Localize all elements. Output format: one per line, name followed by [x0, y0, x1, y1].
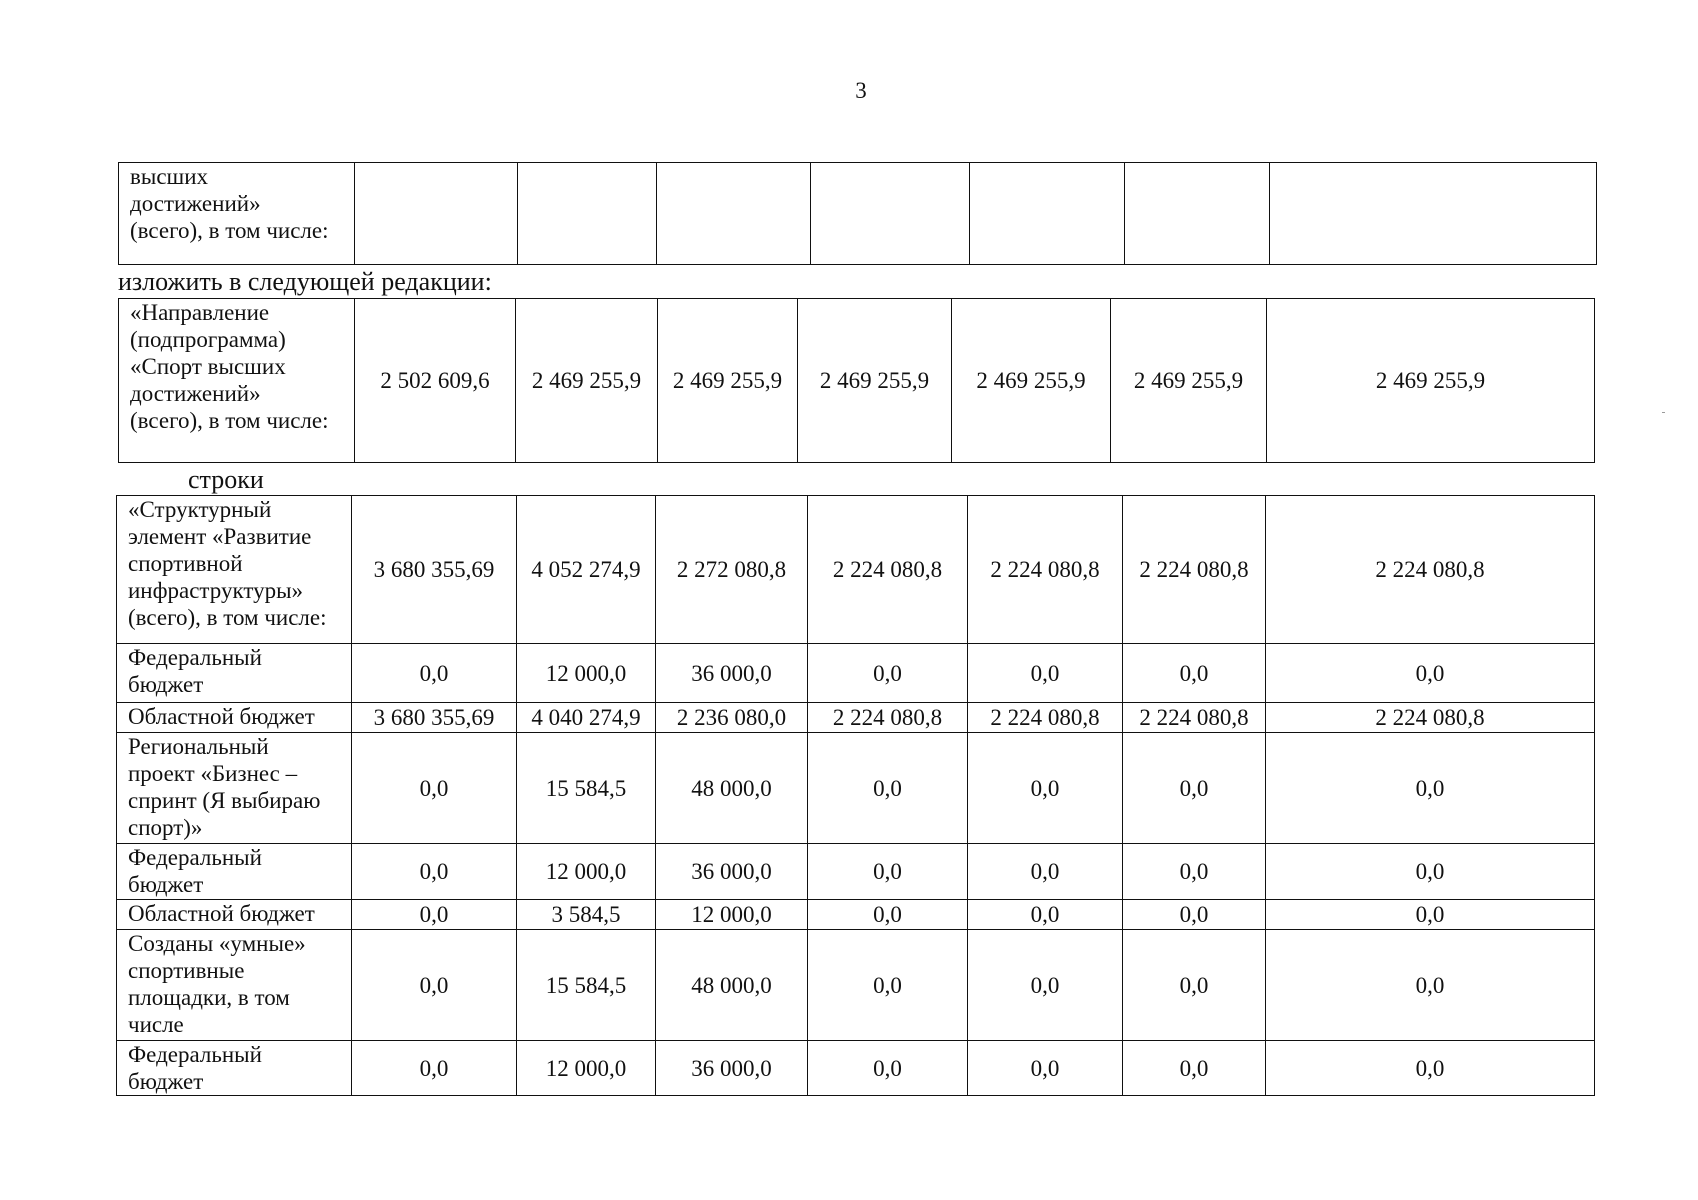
value-cell: 12 000,0 [517, 1041, 656, 1096]
value-cell: 0,0 [968, 900, 1123, 930]
page-number: 3 [855, 78, 867, 103]
value-cell: 2 469 255,9 [952, 299, 1111, 463]
value-cell: 2 469 255,9 [516, 299, 658, 463]
value-cell [518, 163, 657, 265]
value-cell [970, 163, 1125, 265]
value-cell: 12 000,0 [517, 644, 656, 703]
table-row [117, 930, 1595, 1041]
row-label [119, 163, 355, 265]
value-cell [1125, 163, 1270, 265]
value-cell: 2 224 080,8 [968, 703, 1123, 733]
value-cell: 2 224 080,8 [1266, 703, 1595, 733]
value-cell: 2 224 080,8 [968, 496, 1123, 644]
value-cell: 4 040 274,9 [517, 703, 656, 733]
row-label [117, 496, 352, 644]
row-label-text: Областной бюджет [128, 704, 315, 729]
table-row [117, 644, 1595, 703]
value-cell: 0,0 [968, 733, 1123, 844]
value-cell: 0,0 [1266, 900, 1595, 930]
row-label-text: «Направление (подпрограмма) «Спорт высших достижений» (всего), в том числе: [130, 300, 329, 433]
value-cell [355, 163, 518, 265]
value-cell: 2 469 255,9 [1267, 299, 1595, 463]
row-label-text: «Структурный элемент «Развитие спортивной инфраструктуры» (всего), в том числе: [128, 497, 327, 630]
row-label-text: Федеральный бюджет [128, 645, 262, 697]
value-cell: 36 000,0 [656, 844, 808, 900]
table-row [119, 299, 1595, 463]
value-cell: 15 584,5 [517, 930, 656, 1041]
value-cell: 2 272 080,8 [656, 496, 808, 644]
value-cell: 3 680 355,69 [352, 703, 517, 733]
value-cell: 0,0 [808, 930, 968, 1041]
value-cell: 0,0 [808, 1041, 968, 1096]
value-cell: 0,0 [968, 844, 1123, 900]
value-cell: 2 236 080,0 [656, 703, 808, 733]
row-label [117, 844, 352, 900]
value-cell: 0,0 [1123, 900, 1266, 930]
value-cell: 36 000,0 [656, 644, 808, 703]
value-cell: 2 224 080,8 [808, 496, 968, 644]
value-cell: 2 469 255,9 [798, 299, 952, 463]
value-cell: 12 000,0 [656, 900, 808, 930]
value-cell: 0,0 [808, 733, 968, 844]
value-cell: 0,0 [1266, 733, 1595, 844]
value-cell: 2 469 255,9 [658, 299, 798, 463]
value-cell: 3 584,5 [517, 900, 656, 930]
value-cell: 2 224 080,8 [808, 703, 968, 733]
table-old-wording [118, 162, 1597, 265]
row-label [117, 1041, 352, 1096]
value-cell: 0,0 [968, 930, 1123, 1041]
value-cell: 0,0 [808, 844, 968, 900]
value-cell: 0,0 [1266, 1041, 1595, 1096]
value-cell: 0,0 [1123, 644, 1266, 703]
row-label-text: Созданы «умные» спортивные площадки, в том числе [128, 931, 306, 1037]
value-cell: 0,0 [968, 644, 1123, 703]
table-row [117, 703, 1595, 733]
value-cell: 15 584,5 [517, 733, 656, 844]
value-cell: 0,0 [1123, 844, 1266, 900]
value-cell: 0,0 [968, 1041, 1123, 1096]
scan-speck [1662, 412, 1665, 413]
table-row [117, 900, 1595, 930]
row-label [117, 900, 352, 930]
value-cell: 0,0 [352, 900, 517, 930]
value-cell: 2 469 255,9 [1111, 299, 1267, 463]
value-cell: 2 224 080,8 [1266, 496, 1595, 644]
table-row [117, 1041, 1595, 1096]
row-label-text: Федеральный бюджет [128, 1042, 262, 1094]
value-cell: 0,0 [1123, 733, 1266, 844]
value-cell: 12 000,0 [517, 844, 656, 900]
value-cell: 36 000,0 [656, 1041, 808, 1096]
row-label-text: Областной бюджет [128, 901, 315, 926]
value-cell [657, 163, 811, 265]
table-rows [116, 495, 1595, 1096]
value-cell: 0,0 [1123, 930, 1266, 1041]
table-new-wording [118, 298, 1595, 463]
row-label-text: Региональный проект «Бизнес – спринт (Я выбираю спорт)» [128, 734, 321, 840]
value-cell: 2 224 080,8 [1123, 496, 1266, 644]
value-cell: 2 224 080,8 [1123, 703, 1266, 733]
value-cell: 48 000,0 [656, 733, 808, 844]
value-cell [1270, 163, 1597, 265]
value-cell [811, 163, 970, 265]
row-label [117, 703, 352, 733]
value-cell: 0,0 [352, 644, 517, 703]
value-cell: 0,0 [352, 1041, 517, 1096]
value-cell: 0,0 [1266, 930, 1595, 1041]
table-row [117, 496, 1595, 644]
value-cell: 2 502 609,6 [355, 299, 516, 463]
value-cell: 3 680 355,69 [352, 496, 517, 644]
row-label [117, 733, 352, 844]
row-label-text: высших достижений» (всего), в том числе: [130, 164, 329, 243]
value-cell: 0,0 [1266, 844, 1595, 900]
row-label [117, 644, 352, 703]
value-cell: 4 052 274,9 [517, 496, 656, 644]
value-cell: 48 000,0 [656, 930, 808, 1041]
row-label [119, 299, 355, 463]
row-label-text: Федеральный бюджет [128, 845, 262, 897]
value-cell: 0,0 [808, 644, 968, 703]
table-row [119, 163, 1597, 265]
row-label [117, 930, 352, 1041]
value-cell: 0,0 [1123, 1041, 1266, 1096]
table-row [117, 844, 1595, 900]
section-word: строки [188, 465, 264, 494]
instruction-text: изложить в следующей редакции: [118, 267, 492, 296]
value-cell: 0,0 [352, 844, 517, 900]
value-cell: 0,0 [1266, 644, 1595, 703]
table-row [117, 733, 1595, 844]
value-cell: 0,0 [352, 930, 517, 1041]
value-cell: 0,0 [352, 733, 517, 844]
value-cell: 0,0 [808, 900, 968, 930]
